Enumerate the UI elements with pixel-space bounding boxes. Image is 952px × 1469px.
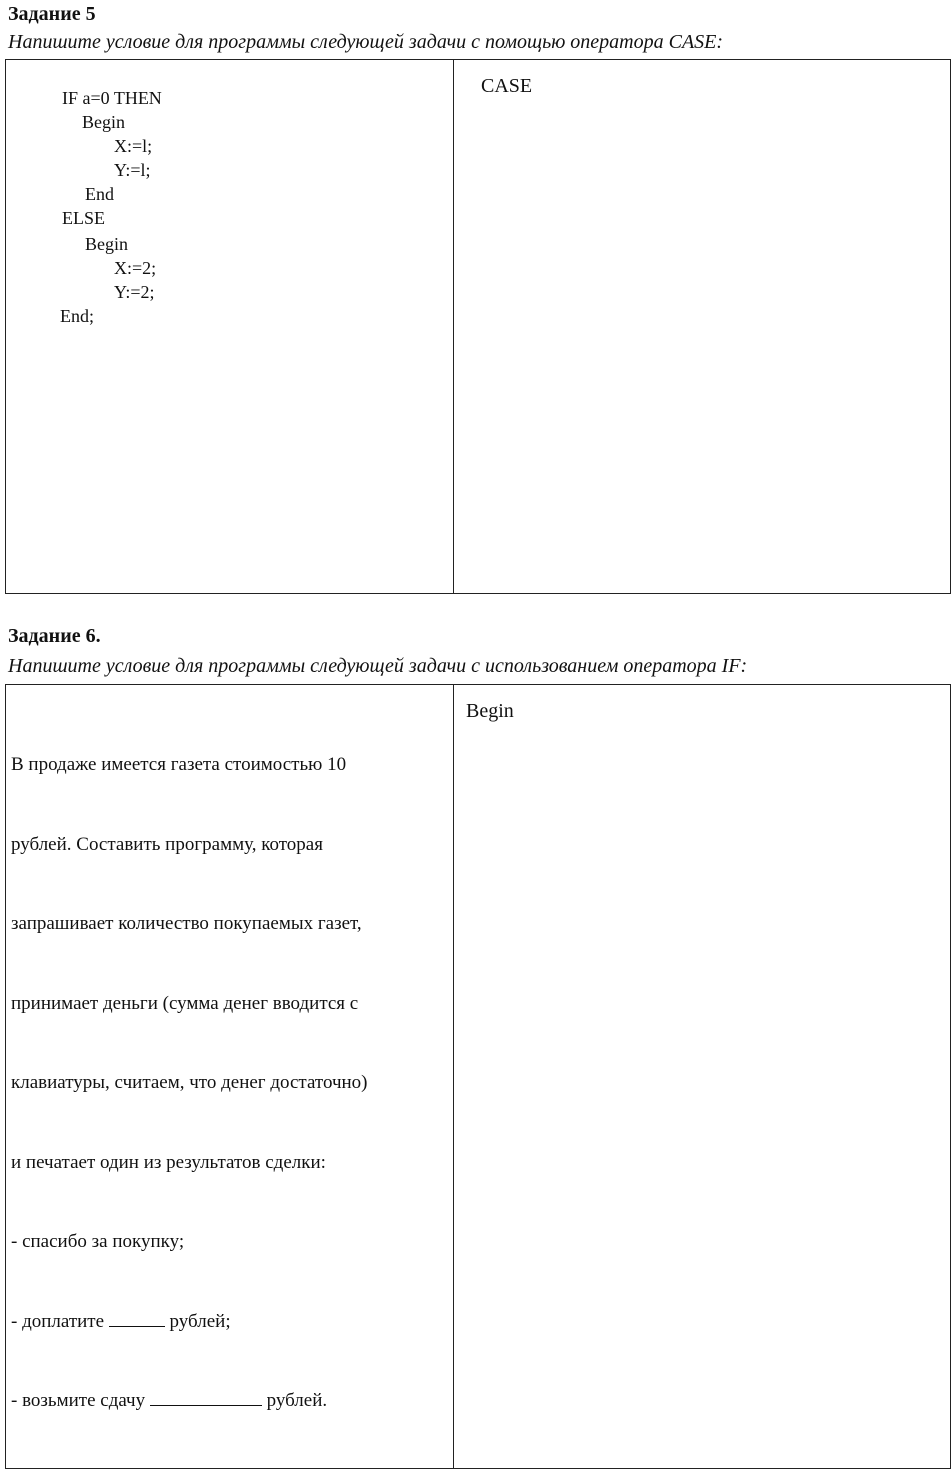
- task6-answer-start: Begin: [466, 700, 514, 722]
- code-line: X:=l;: [114, 136, 153, 156]
- code-line: End;: [60, 306, 94, 326]
- task6-problem-text: [6, 685, 453, 1468]
- task6-answer-cell[interactable]: [454, 685, 951, 1469]
- problem-line: - спасибо за покупку;: [11, 1231, 185, 1252]
- task5-table: [5, 59, 951, 594]
- task6-instruction: Напишите условие для программы следующей задачи с использованием оператора IF:: [8, 655, 748, 677]
- task6-problem-cell: [6, 685, 454, 1469]
- task5-answer-start: CASE: [481, 75, 533, 97]
- change-blank: [150, 1391, 262, 1406]
- option-pay-line: [11, 1309, 453, 1336]
- problem-line: рублей. Составить программу, которая: [11, 833, 323, 855]
- option-pay-suffix: рублей;: [169, 1310, 231, 1332]
- code-line: Begin: [82, 112, 125, 132]
- option-change-suffix: рублей.: [266, 1390, 328, 1411]
- problem-line: В продаже имеется газета стоимостью 10: [11, 754, 347, 775]
- code-line: Begin: [85, 234, 128, 254]
- code-line: ELSE: [62, 208, 105, 228]
- code-line: End: [85, 184, 114, 204]
- problem-line: клавиатуры, считаем, что денег достаточно): [11, 1072, 368, 1093]
- problem-line: и печатает один из результатов сделки:: [11, 1151, 326, 1173]
- task5-heading: Задание 5: [8, 3, 96, 25]
- problem-line: принимает деньги (сумма денег вводится с: [11, 992, 359, 1014]
- pay-blank: [109, 1312, 165, 1327]
- option-pay-prefix: - доплатите: [11, 1310, 105, 1332]
- code-line: IF a=0 THEN: [62, 88, 162, 108]
- problem-line: запрашивает количество покупаемых газет,: [11, 913, 362, 934]
- code-line: X:=2;: [114, 258, 157, 278]
- task6-table: [5, 684, 951, 1469]
- task5-program-cell: [6, 60, 454, 594]
- option-change-line: [11, 1388, 453, 1415]
- task5-answer-cell[interactable]: [454, 60, 951, 594]
- task5-instruction: Напишите условие для программы следующей задачи с помощью оператора CASE:: [8, 31, 724, 53]
- code-line: Y:=2;: [114, 282, 155, 302]
- task6-heading: Задание 6.: [8, 625, 101, 647]
- code-line: Y:=l;: [114, 160, 151, 180]
- option-change-prefix: - возьмите сдачу: [11, 1390, 146, 1411]
